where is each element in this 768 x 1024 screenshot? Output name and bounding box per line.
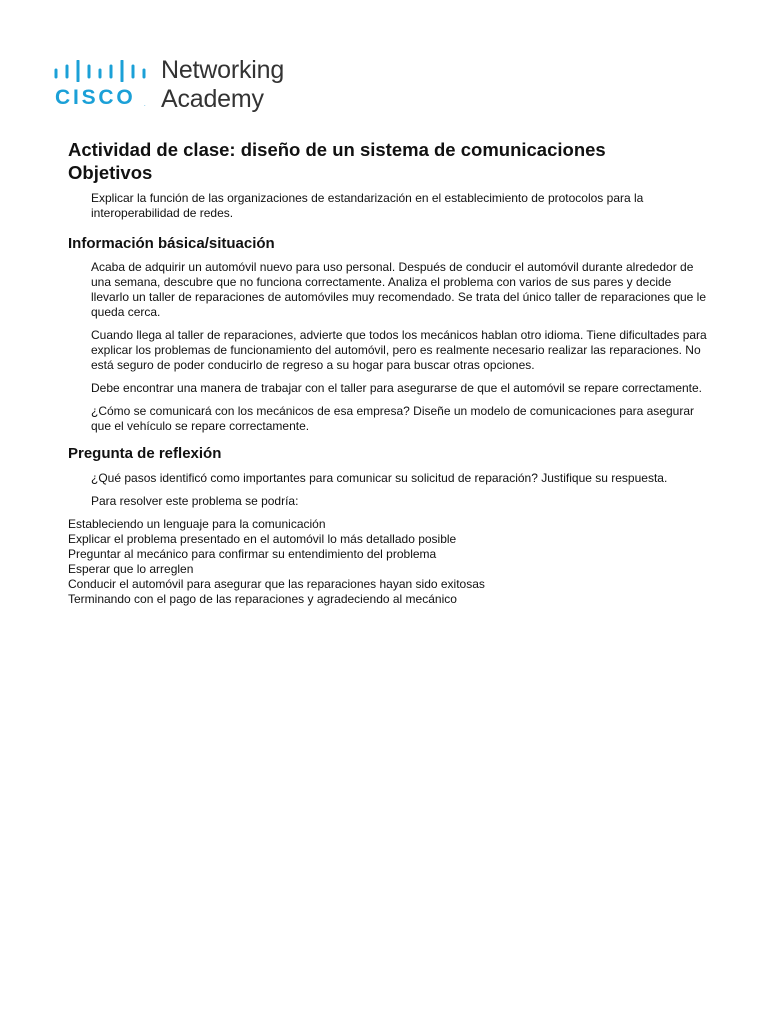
document-body <box>68 138 708 607</box>
list-item: Esperar que lo arreglen <box>68 562 194 576</box>
background-paragraph: ¿Cómo se comunicará con los mecánicos de esa empresa? Diseñe un modelo de comunicaciones para asegurar que el vehículo se repare correctamente. <box>91 404 694 433</box>
objectives-heading: Objetivos <box>68 162 153 183</box>
reflection-steps-list <box>68 517 708 607</box>
page-title: Actividad de clase: diseño de un sistema de comunicaciones <box>68 139 606 160</box>
list-item: Explicar el problema presentado en el automóvil lo más detallado posible <box>68 532 457 546</box>
logo-title <box>161 56 284 114</box>
background-paragraph: Cuando llega al taller de reparaciones, advierte que todos los mecánicos hablan otro idioma. Tiene dificultades para explicar los problemas de funcionamiento del automóvil, pero es realmente necesario realizar las reparaciones. No está seguro de poder conducirlo de regreso a su hogar para buscar otras opciones. <box>91 328 707 372</box>
background-heading: Información básica/situación <box>68 235 275 252</box>
list-item: Conducir el automóvil para asegurar que las reparaciones hayan sido exitosas <box>68 577 485 591</box>
reflection-intro: Para resolver este problema se podría: <box>91 494 299 508</box>
logo-title-line2: Academy <box>161 85 264 113</box>
cisco-bars-icon <box>54 60 150 82</box>
reflection-heading: Pregunta de reflexión <box>68 445 222 462</box>
list-item: Terminando con el pago de las reparaciones y agradeciendo al mecánico <box>68 592 457 606</box>
trademark-mark: . <box>144 102 146 108</box>
background-paragraph: Debe encontrar una manera de trabajar con el taller para asegurarse de que el automóvil se repare correctamente. <box>91 381 703 395</box>
reflection-question: ¿Qué pasos identificó como importantes para comunicar su solicitud de reparación? Justifique su respuesta. <box>91 471 668 485</box>
background-paragraph: Acaba de adquirir un automóvil nuevo para uso personal. Después de conducir el automóvil durante alrededor de una semana, descubre que no funciona correctamente. Analiza el problema con varios de sus pares y decide llevarlo un taller de reparaciones de automóviles muy recomendado. Se trata del único taller de reparaciones que le queda cerca. <box>91 260 707 319</box>
logo-title-line1: Networking <box>161 56 285 84</box>
list-item: Preguntar al mecánico para confirmar su entendimiento del problema <box>68 547 437 561</box>
objectives-text: Explicar la función de las organizaciones de estandarización en el establecimiento de protocolos para la interoperabilidad de redes. <box>91 191 644 220</box>
cisco-networking-academy-logo <box>54 58 314 116</box>
cisco-wordmark: CISCO <box>55 86 136 109</box>
list-item: Estableciendo un lenguaje para la comunicación <box>68 517 326 531</box>
